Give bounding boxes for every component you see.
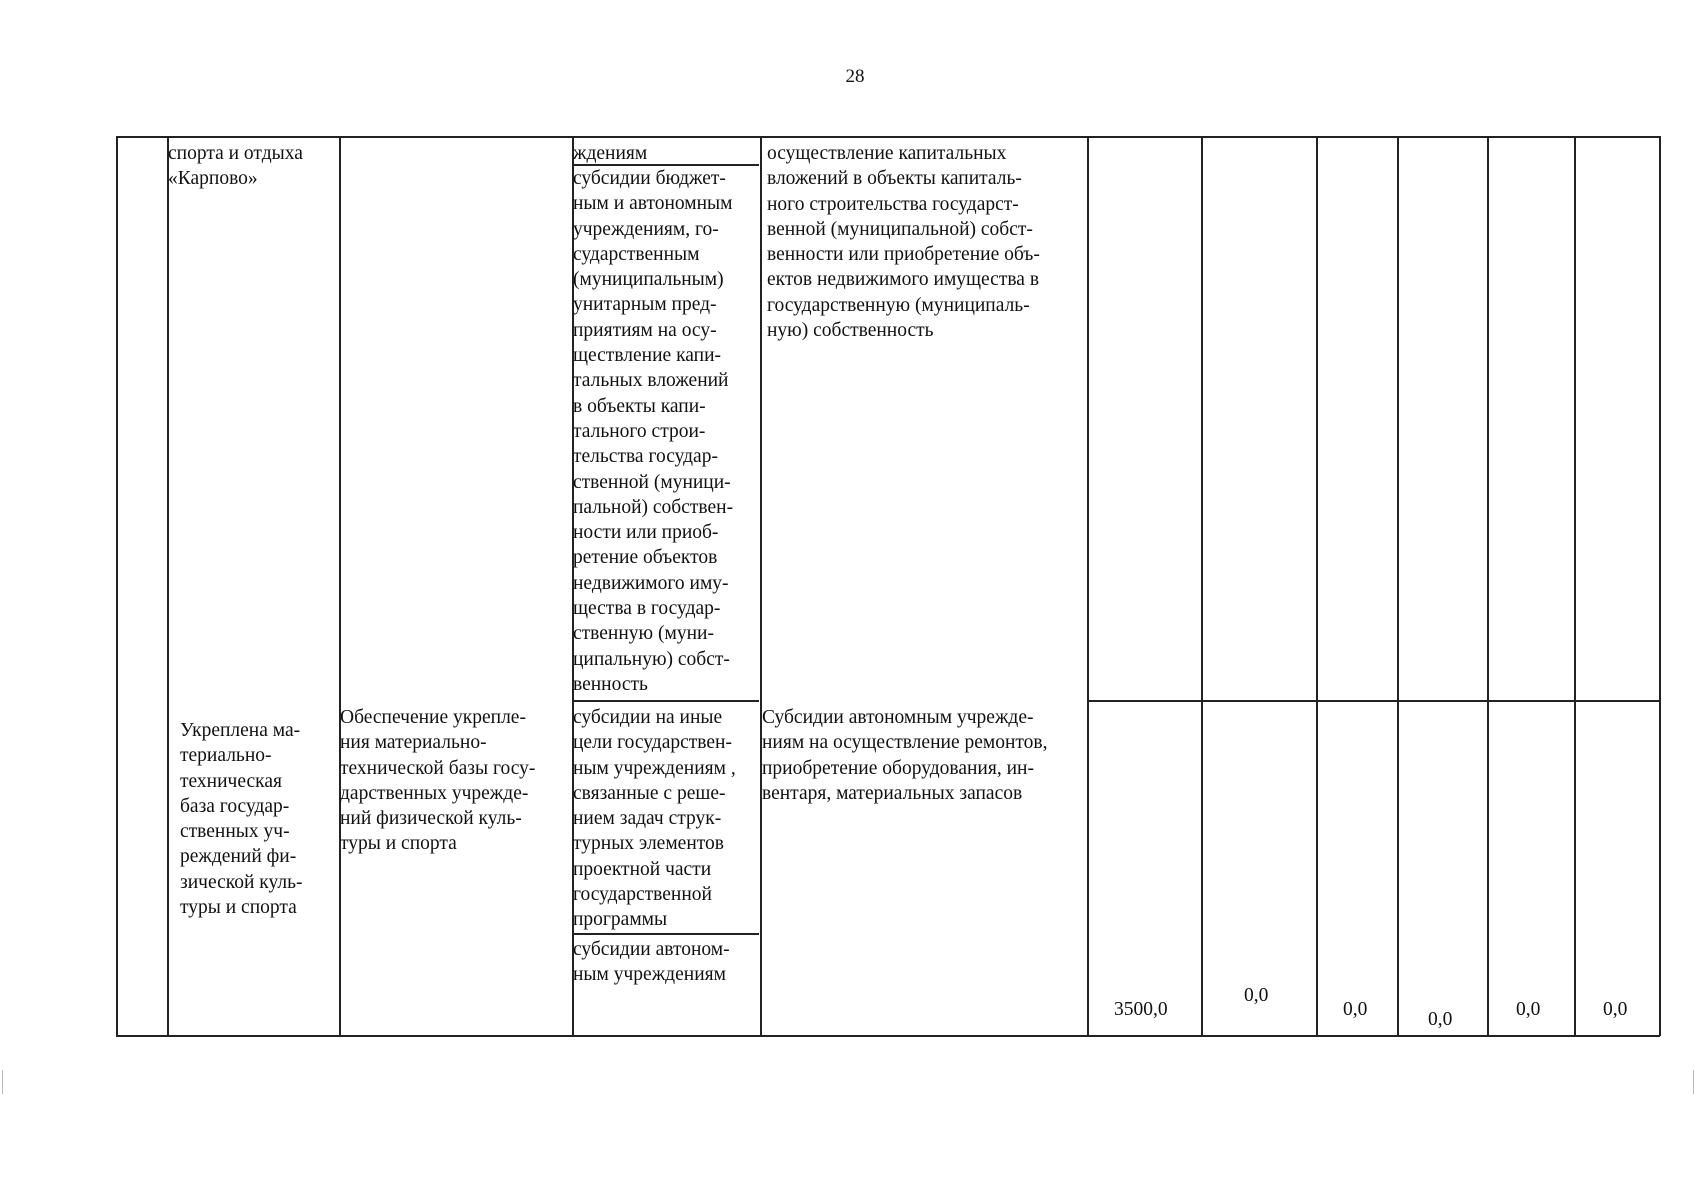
row2-event-cell: Обеспечение укрепле- ния материально- технической базы госу- дарственных учрежде- ний физической куль- туры и спорта xyxy=(340,707,536,855)
row2-expense-cell: Субсидии автономным учрежде- ниям на осуществление ремонтов, приобретение оборудования, ин- вентаря, материальных запасов xyxy=(762,707,1048,804)
row1-expense-cell: осуществление капитальных вложений в объекты капиталь- ного строительства государст- венной (муниципальной) собст- венности или приобретение объ- ектов недвижимого имущества в государственную (муниципаль- ную) собственность xyxy=(767,143,1040,342)
row2-direction-b-cell: субсидии автоном- ным учреждениям xyxy=(573,939,730,986)
direction-cell-divider-low xyxy=(573,933,759,935)
col-border-8 xyxy=(1397,136,1399,1036)
col-border-7 xyxy=(1316,136,1318,1036)
row1-direction-top-cell: ждениям xyxy=(573,143,648,164)
row1-direction-cell: субсидии бюджет- ным и автономным учреждениям, го- сударственным (муниципальным) унитарным пред- приятиям на осу- ществление капи- тальных вложений в объекты капи- тального строи- тельства государ- ственной (муници- пальной) собствен- ности или приоб- ретение объектов недвижимого иму- щества в государ- ственную (муни- ципальную) собст- венность xyxy=(573,168,734,695)
value-cell-5: 0,0 xyxy=(1516,999,1541,1020)
value-cell-1: 3500,0 xyxy=(1114,999,1168,1020)
col-border-4 xyxy=(760,136,762,1036)
table-top-border xyxy=(116,136,1660,138)
value-cell-2: 0,0 xyxy=(1244,985,1269,1006)
col-border-11 xyxy=(1659,136,1661,1036)
row2-result-cell: Укреплена ма- териально- техническая база государ- ственных уч- реждений фи- зической куль- туры и спорта xyxy=(180,720,303,919)
col-border-2 xyxy=(339,136,341,1036)
col-border-0 xyxy=(116,136,118,1036)
value-cell-4: 0,0 xyxy=(1428,1009,1453,1030)
col-border-5 xyxy=(1087,136,1089,1036)
value-cell-3: 0,0 xyxy=(1343,999,1368,1020)
col-border-9 xyxy=(1487,136,1489,1036)
page-number: 28 xyxy=(845,66,865,87)
row2-direction-a-cell: субсидии на иные цели государствен- ным учреждениям , связанные с реше- нием задач струк- турных элементов проектной части государственной программы xyxy=(573,707,736,931)
value-cell-6: 0,0 xyxy=(1603,999,1628,1020)
table-bottom-border xyxy=(116,1035,1660,1037)
row1-result-cell: спорта и отдыха «Карпово» xyxy=(168,143,303,190)
col-border-10 xyxy=(1574,136,1576,1036)
direction-cell-divider-mid xyxy=(573,700,759,702)
scan-edge-mark-left xyxy=(2,1070,3,1094)
col-border-6 xyxy=(1201,136,1203,1036)
col-border-1 xyxy=(167,136,169,1036)
scan-edge-mark-right xyxy=(1693,1070,1694,1094)
